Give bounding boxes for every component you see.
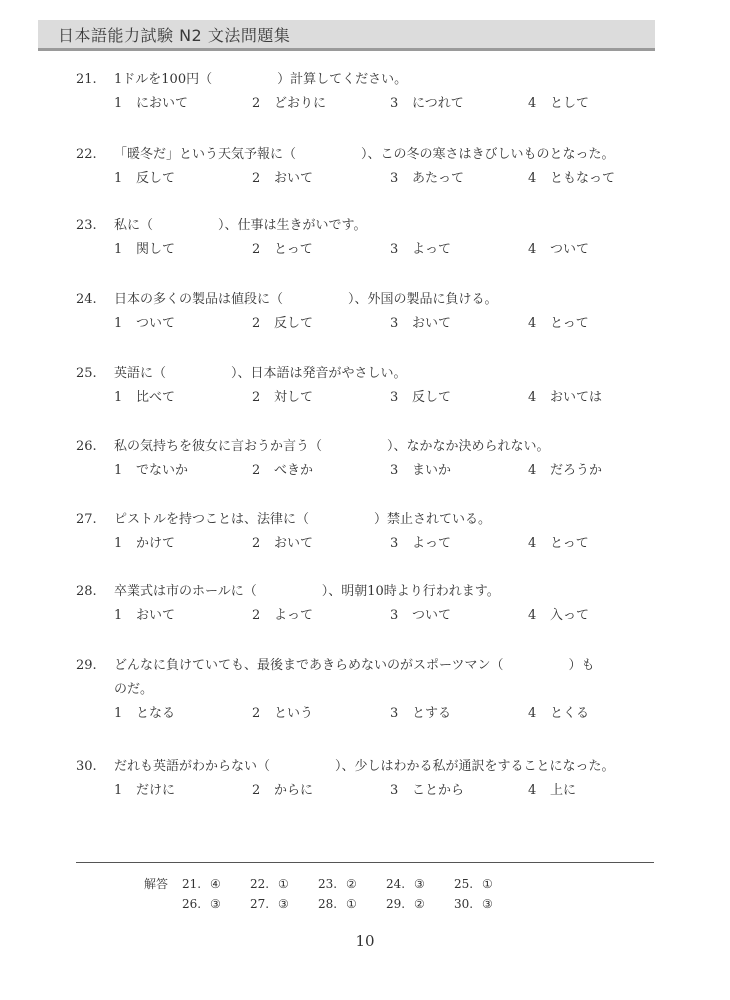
answer-item: 30. ③ [454,897,493,911]
options [76,92,666,116]
question-22 [76,143,666,191]
options [76,167,666,191]
option-2: 2 おいて [252,536,314,551]
question-25 [76,362,666,410]
question-text: 英語に（ ）、日本語は発音がやさしい。 [114,366,407,381]
options [76,532,666,556]
option-1: 1 比べて [114,390,176,405]
option-2: 2 よって [252,608,314,623]
question-30 [76,755,666,803]
question-number: 23. [76,218,97,233]
answer-key-divider [76,862,654,863]
option-3: 3 おいて [390,316,452,331]
answer-key [144,874,522,914]
option-2: 2 からに [252,783,314,798]
question-23 [76,214,666,262]
option-2: 2 反して [252,316,314,331]
option-1: 1 において [114,96,189,111]
question-text: ピストルを持つことは、法律に（ ）禁止されている。 [114,512,492,527]
answer-item: 21. ④ [182,877,221,891]
option-1: 1 ついて [114,316,176,331]
question-text: 「暖冬だ」という天気予報に（ ）、この冬の寒さはきびしいものとなった。 [114,147,615,162]
answer-item: 25. ① [454,877,493,891]
question-text: 卒業式は市のホールに（ ）、明朝10時より行われます。 [114,584,500,599]
page-number: 10 [355,932,375,950]
options [76,386,666,410]
option-3: 3 とする [390,706,452,721]
option-2: 2 おいて [252,171,314,186]
question-number: 25. [76,366,97,381]
options [76,459,666,483]
option-3: 3 ついて [390,608,452,623]
question-number: 26. [76,439,97,454]
question-28 [76,580,666,628]
answer-item: 29. ② [386,897,425,911]
option-3: 3 ことから [390,783,465,798]
option-1: 1 かけて [114,536,176,551]
option-1: 1 だけに [114,783,176,798]
option-3: 3 まいか [390,463,452,478]
question-29 [76,654,666,726]
answer-item: 23. ② [318,877,357,891]
option-1: 1 おいて [114,608,176,623]
question-text: 私に（ ）、仕事は生きがいです。 [114,218,367,233]
question-26 [76,435,666,483]
option-4: 4 とくる [528,706,590,721]
option-2: 2 どおりに [252,96,327,111]
option-4: 4 だろうか [528,463,603,478]
question-number: 28. [76,584,97,599]
option-3: 3 よって [390,536,452,551]
options [76,312,666,336]
option-4: 4 入って [528,608,590,623]
option-2: 2 べきか [252,463,314,478]
option-2: 2 対して [252,390,314,405]
question-text: 1ドルを100円（ ）計算してください。 [114,72,408,87]
question-21 [76,68,666,116]
option-4: 4 として [528,96,590,111]
question-number: 22. [76,147,97,162]
option-1: 1 となる [114,706,176,721]
option-2: 2 という [252,706,314,721]
header-bar [38,20,655,51]
question-text: だれも英語がわからない（ ）、少しはわかる私が通訳をすることになった。 [114,759,615,774]
question-number: 24. [76,292,97,307]
option-1: 1 でないか [114,463,189,478]
option-4: 4 とって [528,316,589,331]
option-3: 3 あたって [390,171,465,186]
option-4: 4 ともなって [528,171,616,186]
option-1: 1 反して [114,171,176,186]
option-3: 3 よって [390,242,452,257]
answer-row-1 [144,874,522,894]
answer-item: 22. ① [250,877,289,891]
question-number: 30. [76,759,97,774]
question-text: 私の気持ちを彼女に言おうか言う（ ）、なかなか決められない。 [114,439,550,454]
page-title: 日本語能力試験 N2 文法問題集 [58,26,291,45]
options [76,604,666,628]
answer-item: 26. ③ [182,897,221,911]
question-number: 29. [76,658,97,673]
answer-row-2 [144,894,522,914]
option-4: 4 ついて [528,242,590,257]
option-4: 4 とって [528,536,589,551]
question-text: どんなに負けていても、最後まであきらめないのがスポーツマン（ ）も [114,658,595,673]
option-4: 4 上に [528,783,577,798]
option-3: 3 につれて [390,96,464,111]
option-4: 4 おいては [528,390,603,405]
answer-key-label: 解答 [144,877,169,891]
question-number: 21. [76,72,97,87]
answer-item: 28. ① [318,897,357,911]
option-1: 1 関して [114,242,176,257]
option-2: 2 とって [252,242,313,257]
question-24 [76,288,666,336]
options [76,238,666,262]
options [76,779,666,803]
question-number: 27. [76,512,97,527]
answer-item: 27. ③ [250,897,289,911]
question-text: 日本の多くの製品は値段に（ ）、外国の製品に負ける。 [114,292,498,307]
option-3: 3 反して [390,390,452,405]
answer-item: 24. ③ [386,877,425,891]
question-text-continued: のだ。 [114,682,154,697]
options [76,702,666,726]
question-27 [76,508,666,556]
